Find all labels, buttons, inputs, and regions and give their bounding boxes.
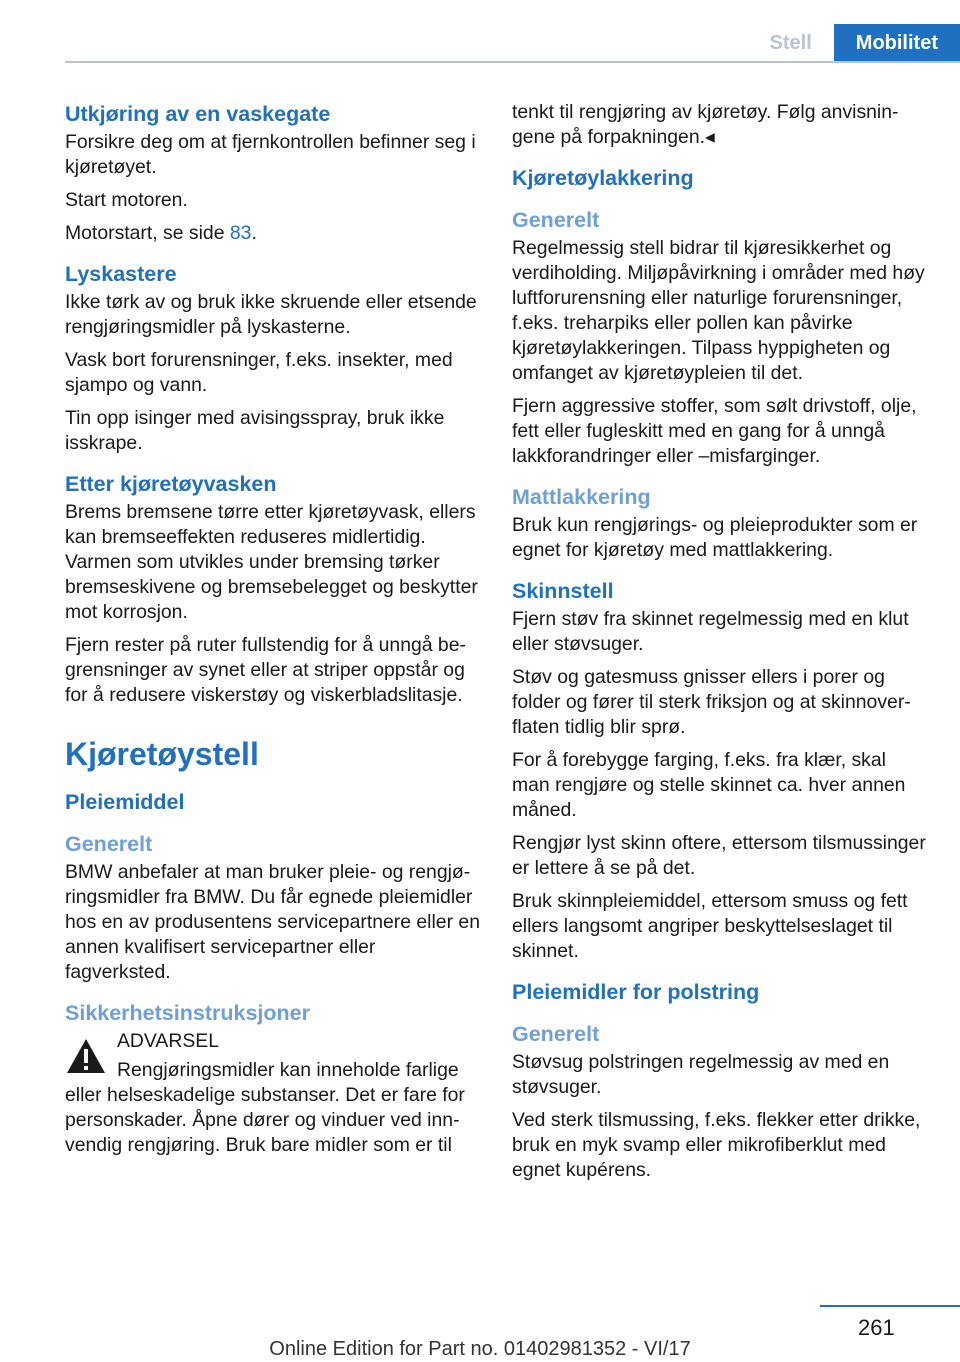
left-column (65, 100, 480, 1166)
subheading-sikkerhet: Sikkerhetsinstruksjoner (65, 1001, 310, 1025)
warning-title: ADVARSEL (117, 1030, 220, 1052)
right-column (512, 100, 927, 1191)
chapter-title: Kjøretøystell (65, 736, 259, 772)
heading-polstring: Pleiemidler for polstring (512, 980, 760, 1004)
text: Motorstart, se side (65, 222, 230, 244)
chapter-tabs (748, 24, 960, 62)
paragraph: Regelmessig stell bidrar til kjøresikkerhet og verdiholding. Miljøpåvirkning i områder med høy luftforurensning eller naturlige forurensninger, f.eks. treharpiks eller pollen kan påvirke kjøretøylakkeringen. Tilpass hyppigheten og omfanget av kjøretøypleien til det. (512, 237, 925, 384)
subheading-generelt: Generelt (512, 208, 600, 232)
warning-text: Rengjøringsmidler kan inneholde farlige (117, 1059, 459, 1081)
subheading-generelt: Generelt (512, 1022, 600, 1046)
paragraph-continued: tenkt til rengjøring av kjøretøy. Følg anvisningene på forpakningen.◂ (512, 101, 899, 148)
warning-block (65, 1029, 480, 1158)
page-number: 261 (858, 1315, 895, 1340)
paragraph: Fjern rester på ruter fullstendig for å unngå begrensninger av synet eller at striper oppstår og for å redusere viskerstøy og viskerbladslitasje. (65, 634, 466, 706)
paragraph: Forsikre deg om at fjernkontrollen befinner seg i kjøretøyet. (65, 131, 476, 178)
paragraph: Bruk kun rengjørings- og pleieprodukter som er egnet for kjøretøy med mattlakkering. (512, 514, 918, 561)
paragraph: Brems bremsene tørre etter kjøretøyvask, ellers kan bremseeffekten reduseres midlertidig. Varmen som utvikles under bremsing tørker bremseskivene og bremsebelegget og beskytter mot korrosjon. (65, 501, 478, 623)
paragraph: BMW anbefaler at man bruker pleie- og rengjøringsmidler fra BMW. Du får egnede pleiemidler hos en av produsentens servicepartnere eller en annen kvalifisert servicepartner eller fagverksted. (65, 861, 480, 983)
heading-utkjoring: Utkjøring av en vaskegate (65, 102, 331, 126)
heading-pleiemiddel: Pleiemiddel (65, 790, 185, 814)
paragraph: For å forebygge farging, f.eks. fra klær, skal man rengjøre og stelle skinnet ca. hver annen måned. (512, 749, 906, 821)
paragraph: Start motoren. (65, 189, 188, 211)
warning-text: eller helseskadelige substanser. Det er fare for personskader. Åpne dører og vinduer ved innvendig rengjøring. Bruk bare midler som er til (65, 1084, 465, 1156)
paragraph: Ikke tørk av og bruk ikke skruende eller etsende rengjøringsmidler på lyskasterne. (65, 291, 477, 338)
footer-divider (820, 1305, 960, 1307)
paragraph: Fjern støv fra skinnet regelmessig med en klut eller støvsuger. (512, 608, 909, 655)
tab-stell[interactable]: Stell (769, 32, 812, 54)
heading-etter-vasken: Etter kjøretøyvasken (65, 472, 277, 496)
subheading-generelt: Generelt (65, 832, 153, 856)
paragraph: Rengjør lyst skinn oftere, ettersom tilsmussinger er lettere å se på det. (512, 832, 926, 879)
paragraph: Støv og gatesmuss gnisser ellers i porer og folder og fører til sterk friksjon og at skinnoverflaten tidlig blir sprø. (512, 666, 911, 738)
paragraph: Tin opp isinger med avisingsspray, bruk ikke isskrape. (65, 407, 445, 454)
paragraph: Bruk skinnpleiemiddel, ettersom smuss og fett ellers langsomt angriper beskyttelseslaget til skinnet. (512, 890, 908, 962)
subheading-mattlakkering: Mattlakkering (512, 485, 651, 509)
header-divider (65, 61, 960, 63)
text: . (251, 222, 257, 244)
heading-skinnstell: Skinnstell (512, 579, 614, 603)
paragraph: Støvsug polstringen regelmessig av med en støvsuger. (512, 1051, 890, 1098)
paragraph: Ved sterk tilsmussing, f.eks. flekker etter drikke, bruk en myk svamp eller mikrofiberklut med egnet kupérens. (512, 1109, 921, 1181)
paragraph: Vask bort forurensninger, f.eks. insekter, med sjampo og vann. (65, 349, 453, 396)
warning-triangle-icon (65, 1037, 107, 1075)
paragraph: Fjern aggressive stoffer, som sølt drivstoff, olje, fett eller fugleskitt med en gang for å unngå lakkforandringer eller –misfarginger. (512, 395, 917, 467)
tab-mobilitet[interactable]: Mobilitet (834, 24, 960, 62)
heading-lakkering: Kjøretøylakkering (512, 166, 694, 190)
paragraph-motorstart (65, 221, 480, 246)
page-link-83[interactable]: 83 (229, 222, 252, 244)
edition-footer: Online Edition for Part no. 01402981352 - VI/17 (269, 1338, 691, 1360)
heading-lyskastere: Lyskastere (65, 262, 177, 286)
